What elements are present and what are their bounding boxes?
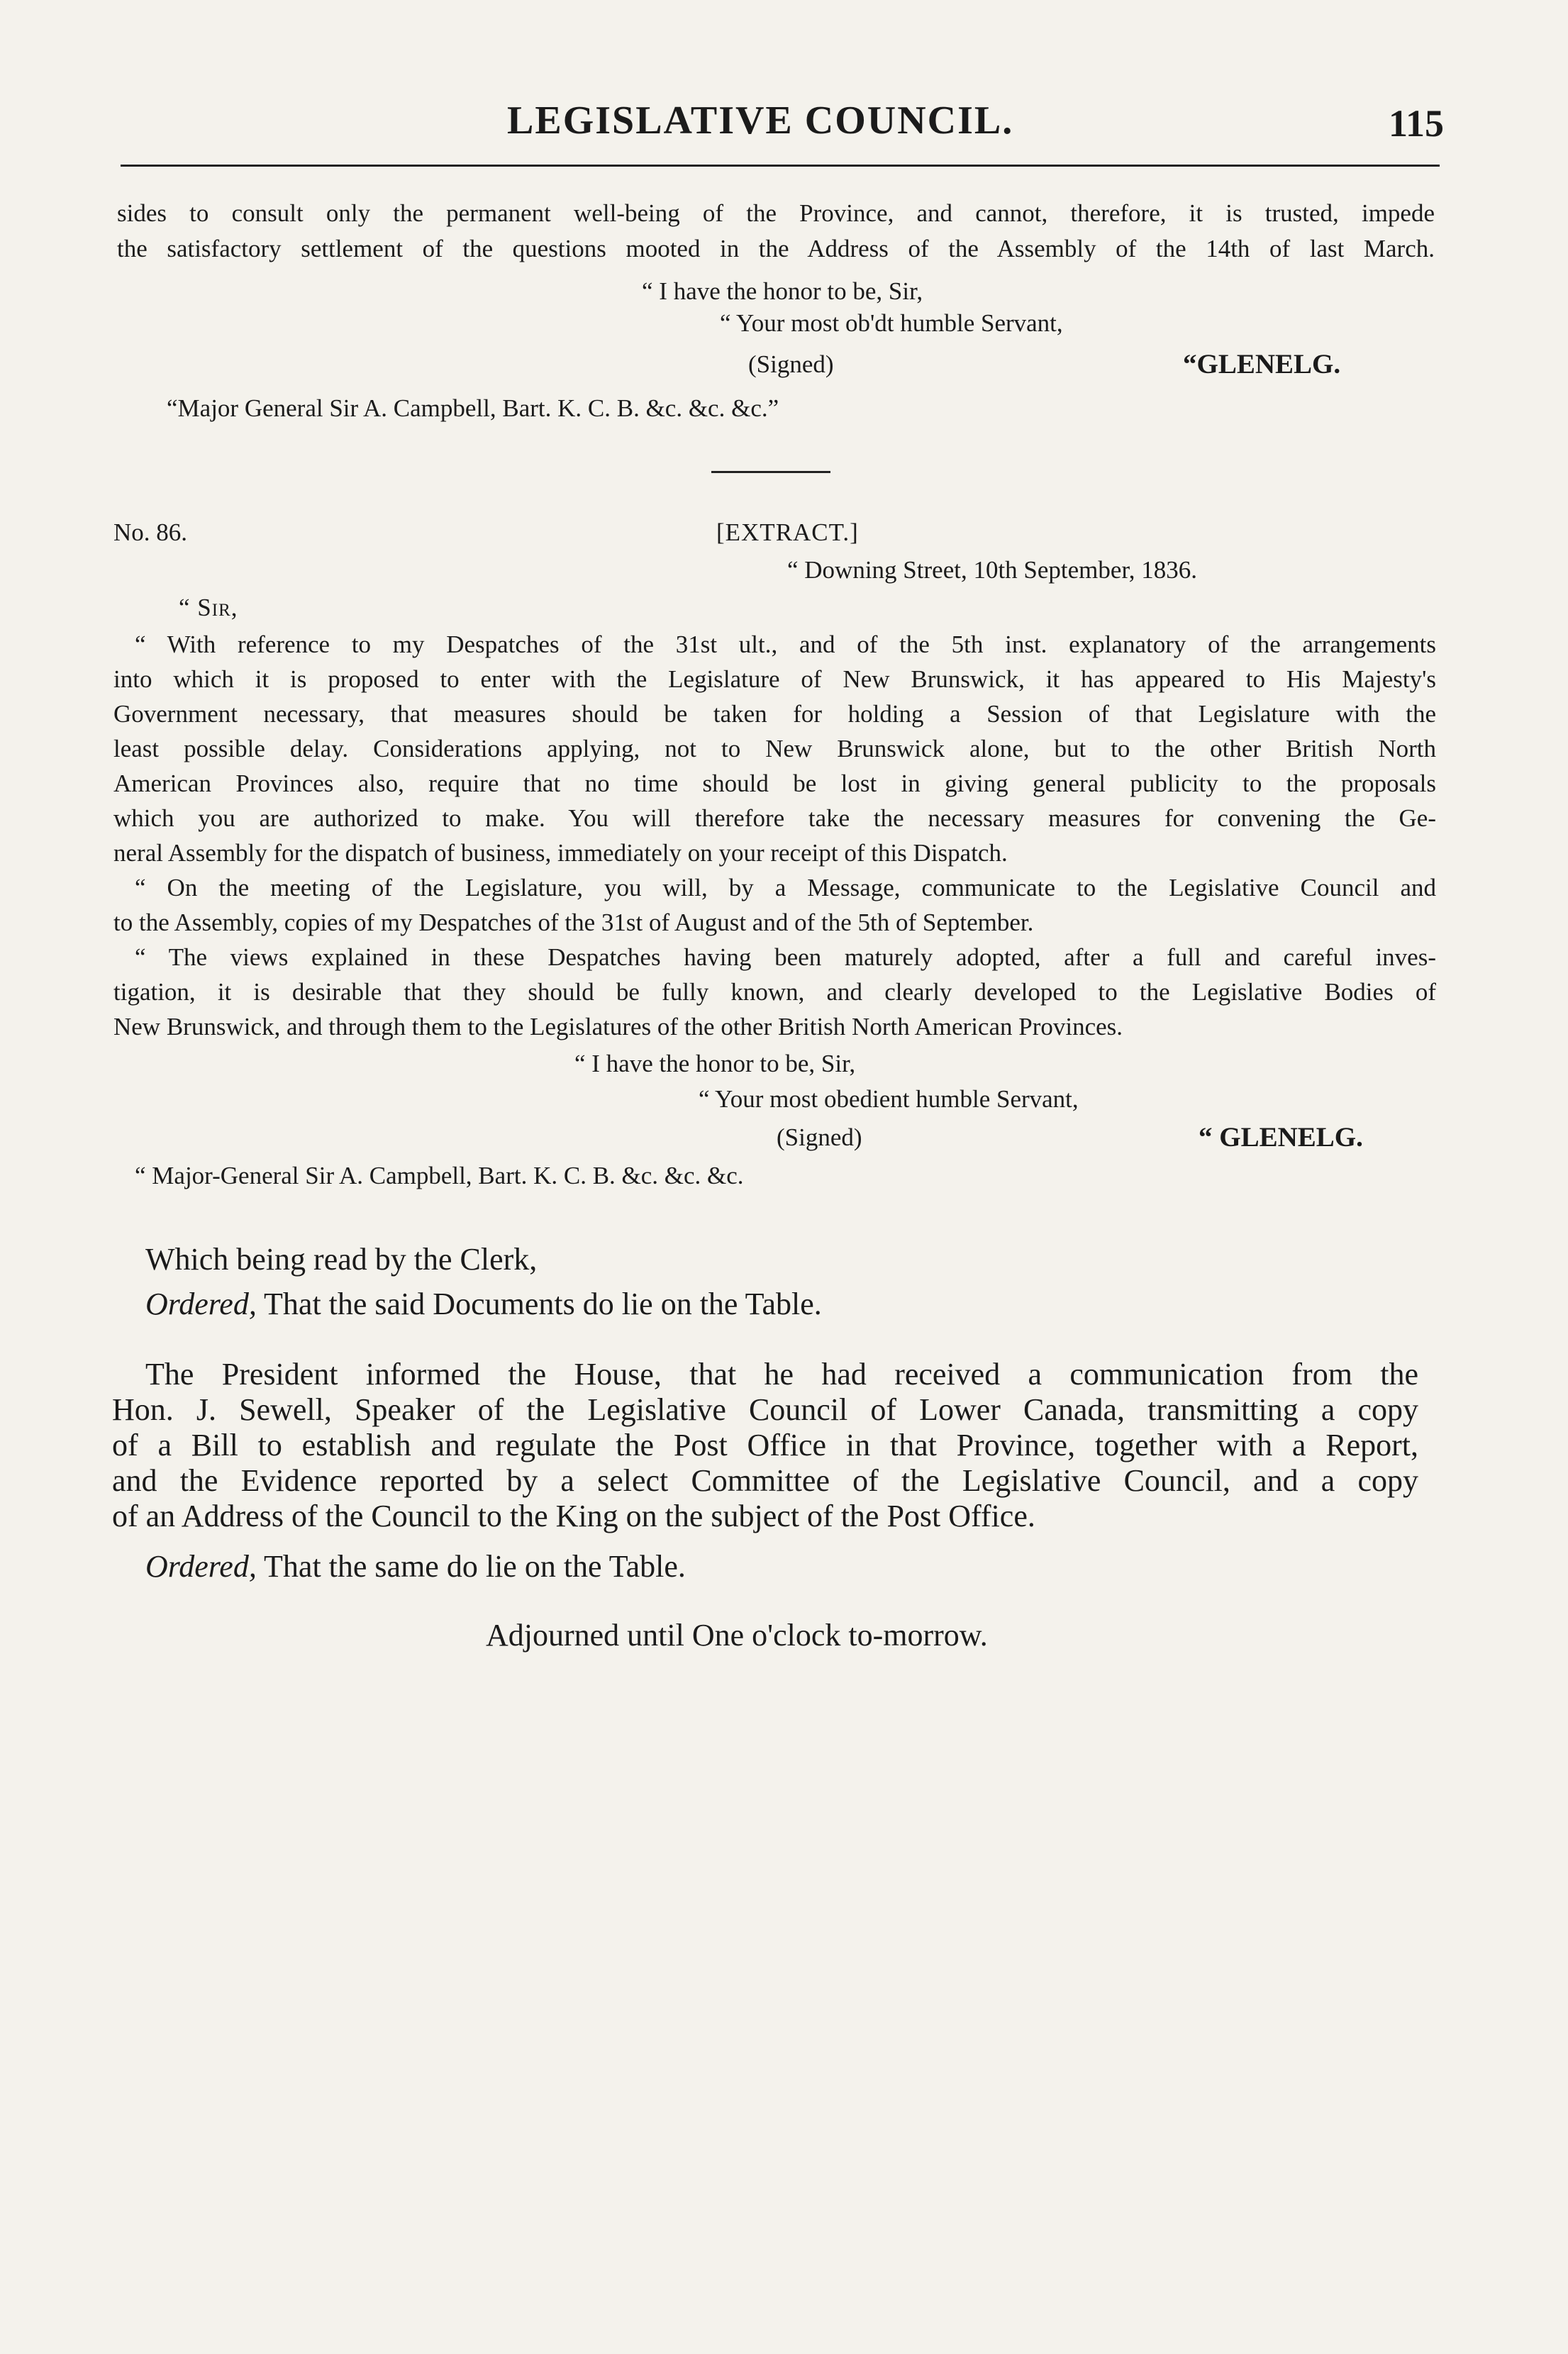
letter1-closing: “ Your most ob'dt humble Servant, (720, 309, 1063, 337)
letter2-signed: (Signed) (777, 1123, 862, 1151)
section-divider (711, 471, 830, 473)
letter1-line: sides to consult only the permanent well-being of the Province, and cannot, therefore, it is trusted, impede (117, 199, 1435, 227)
running-header-title: LEGISLATIVE COUNCIL. (507, 99, 1014, 143)
letter1-closing: “ I have the honor to be, Sir, (642, 277, 923, 305)
ordered-paragraph (145, 1548, 686, 1585)
page-number: 115 (1389, 102, 1445, 145)
letter2-addressee: “ Major-General Sir A. Campbell, Bart. K. C. B. &c. &c. &c. (135, 1162, 744, 1189)
letter2-line: to the Assembly, copies of my Despatches of the 31st of August and of the 5th of September. (113, 909, 1034, 936)
letter1-signature: “GLENELG. (1183, 349, 1341, 379)
letter2-line: neral Assembly for the dispatch of business, immediately on your receipt of this Dispatch. (113, 839, 1008, 867)
header-rule (121, 165, 1440, 167)
ordered-text: That the same do lie on the Table. (264, 1549, 686, 1584)
letter2-closing: “ Your most obedient humble Servant, (699, 1085, 1079, 1113)
letter2-line: American Provinces also, require that no time should be lost in giving general publicity to the proposals (113, 770, 1436, 797)
president-line: and the Evidence reported by a select Committee of the Legislative Council, and a copy (112, 1463, 1418, 1498)
ordered-label: Ordered, (145, 1549, 257, 1584)
despatch-number: No. 86. (113, 518, 188, 546)
letter2-line: Government necessary, that measures should be taken for holding a Session of that Legislature with the (113, 700, 1436, 728)
president-line: Hon. J. Sewell, Speaker of the Legislative Council of Lower Canada, transmitting a copy (112, 1392, 1418, 1427)
extract-label: [EXTRACT.] (716, 518, 859, 546)
dateline: “ Downing Street, 10th September, 1836. (787, 556, 1197, 584)
letter2-signature: “ GLENELG. (1199, 1122, 1363, 1153)
letter2-line: New Brunswick, and through them to the Legislatures of the other British North American Provinces. (113, 1013, 1123, 1040)
letter2-line: tigation, it is desirable that they should be fully known, and clearly developed to the Legislative Bodies of (113, 978, 1436, 1006)
adjournment: Adjourned until One o'clock to-morrow. (486, 1618, 988, 1653)
president-line: of a Bill to establish and regulate the Post Office in that Province, together with a Report, (112, 1428, 1418, 1462)
letter2-line: “ On the meeting of the Legislature, you will, by a Message, communicate to the Legislative Council and (135, 874, 1436, 901)
letter2-line: least possible delay. Considerations applying, not to New Brunswick alone, but to the other British North (113, 735, 1436, 762)
president-line: of an Address of the Council to the King on the subject of the Post Office. (112, 1499, 1035, 1533)
letter2-line: into which it is proposed to enter with the Legislature of New Brunswick, it has appeared to His Majesty's (113, 665, 1436, 693)
president-line: The President informed the House, that he had received a communication from the (145, 1357, 1418, 1392)
letter1-signed: (Signed) (748, 350, 834, 378)
ordered-paragraph (145, 1286, 822, 1323)
letter1-addressee: “Major General Sir A. Campbell, Bart. K. C. B. &c. &c. &c.” (167, 394, 779, 422)
letter2-closing: “ I have the honor to be, Sir, (574, 1050, 856, 1077)
letter2-line: “ The views explained in these Despatches having been maturely adopted, after a full and careful inves- (135, 943, 1436, 971)
ordered-label: Ordered, (145, 1287, 257, 1321)
ordered-text: That the said Documents do lie on the Table. (264, 1287, 822, 1321)
letter1-line: the satisfactory settlement of the questions mooted in the Address of the Assembly of the 14th of last March. (117, 235, 1435, 262)
salutation: “ Sir, (179, 594, 238, 621)
letter2-line: which you are authorized to make. You will therefore take the necessary measures for convening the Ge- (113, 804, 1436, 832)
read-by-clerk: Which being read by the Clerk, (145, 1242, 538, 1277)
letter2-line: “ With reference to my Despatches of the 31st ult., and of the 5th inst. explanatory of the arrangements (135, 631, 1436, 658)
